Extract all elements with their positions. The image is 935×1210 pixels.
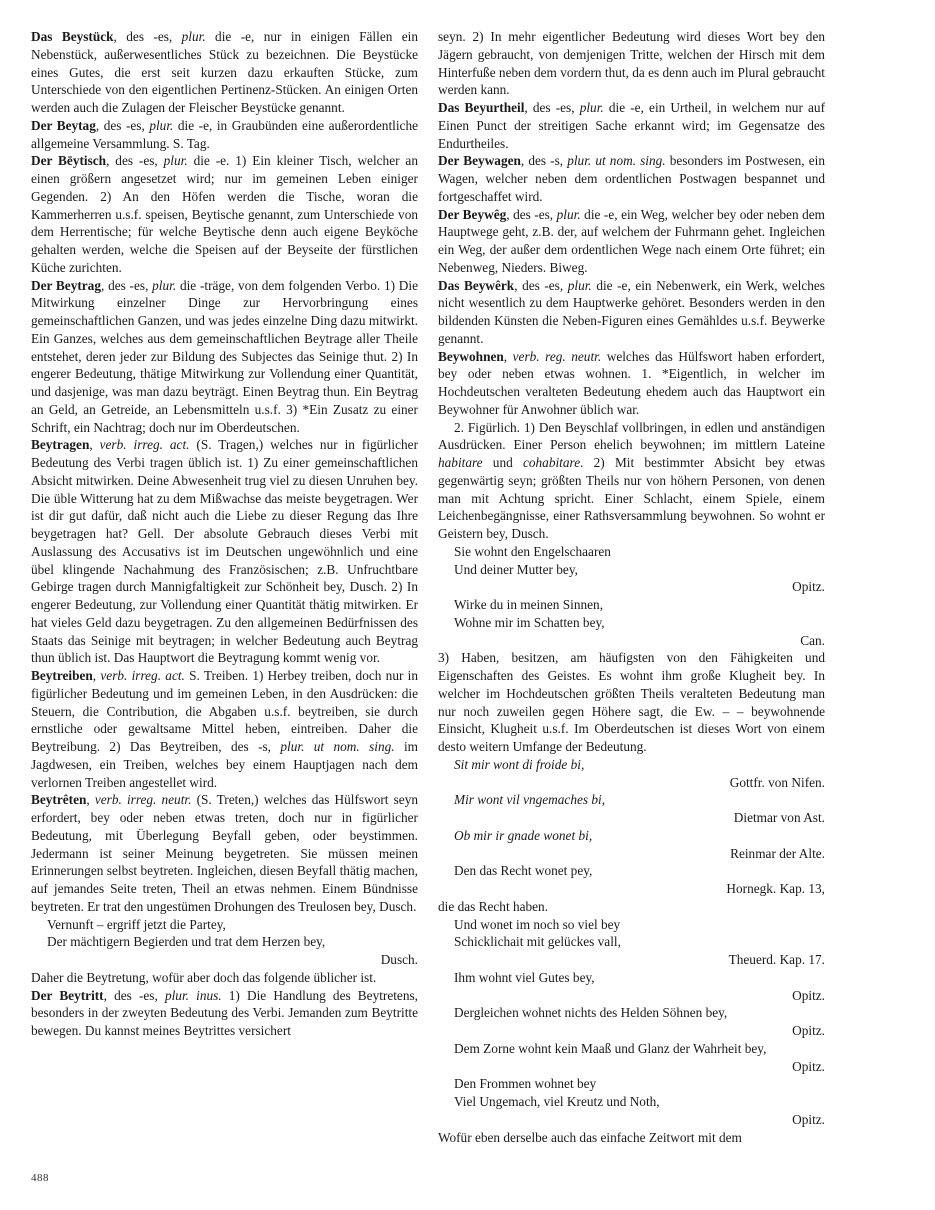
entry-beytritt-continued: seyn. 2) In mehr eigentlicher Bedeutung wird dieses Wort bey den Jägern gebraucht, von demjenigen Tritte, welchen der Hirsch mit dem Hinterfuße neben dem vordern thut, da es denn auch im Plural gebraucht werden kann. — [438, 29, 825, 98]
quote-theuerd — [438, 916, 825, 969]
entry-beytisch: Der Bēytisch, des -es, plur. die -e. 1) Ein kleiner Tisch, welcher an einen größern angesetzet wird; nur im gemeinen Leben einiger Gegenden. 2) An den Höfen werden die Tische, woran die Kammerherren u.s.f. speisen, Beytische genannt, zum Unterschiede von dem Herrentische; für welche Beytische denn auch eigene Beyköche gehalten werden, welche die Speisen auf der Beyseite der fürstlichen Küche zurichten. — [31, 153, 418, 275]
quote-nifen — [438, 756, 825, 792]
headword: Der Beywagen — [438, 153, 521, 169]
final-line: Wofür eben derselbe auch das einfache Zeitwort mit dem — [438, 1129, 742, 1145]
quote-author: Dusch. — [380, 952, 418, 967]
page-number: 488 — [31, 1172, 49, 1184]
headword: Der Beytrag — [31, 277, 101, 293]
quote-author: Reinmar der Alte. — [730, 845, 825, 861]
verse-line: Und deiner Mutter bey, — [454, 561, 578, 577]
verse-line: Den das Recht wonet pey, — [454, 863, 593, 879]
quote-note: die das Recht haben. — [438, 898, 549, 914]
entry-beytag: Der Beytag, des -es, plur. die -e, in Graubünden eine außerordentliche allgemeine Versammlung. S. Tag. — [31, 117, 418, 151]
quote-can — [438, 596, 825, 649]
quote-dusch — [31, 916, 418, 969]
entry-beywohnen: Beywohnen, verb. reg. neutr. welches das Hülfswort haben erfordert, bey oder neben etwas wohnen. 1. *Eigentlich, in welcher im Hochdeutschen veralteten Bedeutung ehedem auch das Hauptwort ein Beywohner für Anwohner üblich war. — [438, 348, 825, 417]
verse-line: Viel Ungemach, viel Kreutz und Noth, — [454, 1094, 660, 1109]
verse-line: Sit mir wont di froide bi, — [454, 756, 585, 772]
quote-author: Dietmar von Ast. — [733, 810, 825, 825]
entry-beystueck: Das Beystück, des -es, plur. die -e, nur in einigen Fällen ein Nebenstück, außerwesentliches Stück zu bezeichnen. Die Beystücke eines Gutes, die erst seit kurzen dazu erkauften Stücke, zum Unterschiede von den eigentlichen Pertinenz-Stücken. An einigen Orten werden auch die Zulagen der Fleischer Beystücke genannt. — [31, 29, 419, 115]
verse-line: Dem Zorne wohnt kein Maaß und Glanz der Wahrheit bey, — [454, 1040, 767, 1056]
verse-line: Vernunft – ergriff jetzt die Partey, — [47, 916, 226, 932]
headword: Der Bēytisch — [31, 153, 107, 169]
quote-opitz — [438, 543, 825, 596]
headword: Beywohnen — [438, 348, 504, 364]
verse-line: Und wonet im noch so viel bey — [454, 916, 621, 932]
entry-beytragen: Beytragen, verb. irreg. act. (S. Tragen,) welches nur in figürlicher Bedeutung des Verbi tragen üblich ist. 1) Zu einer gemeinschaftlichen Absicht mitwirken. Deine Abwesenheit trug viel zu diesen Unruhen bey. Die üble Witterung hat zu dem Mißwachse das meiste beygetragen. Wer ist dir gut dafür, daß nicht auch die Liebe zu dieser Regung das Ihre beygetragen hat? Gell. Der absolute Gebrauch dieses Verbi mit Auslassung des Accusativs ist im Deutschen ungewöhnlich und eine übel klingende Nachahmung des Französischen; z.B. Unfruchtbare Gebirge tragen durch Mannigfaltigkeit zur Schönheit bey, Dusch. 2) In engerer Bedeutung, zur Vollendung einer Quantität thätig mitwirken. Er hat vieles Geld dazu beygetragen. Zu den allgemeinen Bedürfnissen des Staats das Seinige mit beytragen; in welcher Bedeutung auch Beytrag thun üblich ist. Das Hauptwort die Beytragung kommt wenig vor. — [31, 437, 419, 666]
entry-beyurtheil: Das Beyurtheil, des -es, plur. die -e, ein Urtheil, in welchem nur auf Einen Punct der streitigen Sache erkannt wird; im Gegensatze des Endurtheiles. — [438, 100, 825, 151]
entry-beywerk: Das Beywêrk, des -es, plur. die -e, ein Nebenwerk, ein Werk, welches nicht wesentlich zu dem Hauptwerke gehöret. Besonders werden in den bildenden Künsten die Neben-Figuren eines Gemähldes u.s.f. Beywerke genannt. — [438, 277, 825, 346]
quote-dietmar — [438, 791, 825, 827]
entry-beywagen: Der Beywagen, des -s, plur. ut nom. sing. besonders im Postwesen, ein Wagen, welcher neben dem ordentlichen Postwagen bespannet und fortgeschaffet wird. — [438, 153, 825, 204]
headword: Das Beystück — [31, 29, 114, 44]
quote-author: Opitz. — [792, 987, 825, 1003]
quote-author: Opitz. — [792, 1111, 825, 1127]
headword: Beytrêten — [31, 792, 87, 808]
verse-line: Ob mir ir gnade wonet bi, — [454, 827, 593, 843]
verse-line: Dergleichen wohnet nichts des Helden Söhnen bey, — [454, 1005, 728, 1021]
verse-line: Wohne mir im Schatten bey, — [454, 614, 605, 630]
quote-author: Can. — [800, 632, 825, 648]
headword: Das Beywêrk — [438, 277, 515, 293]
verse-line: Schicklichait mit gelückes vall, — [454, 934, 621, 950]
headword: Das Beyurtheil — [438, 100, 525, 115]
entry-beywohnen-haben: 3) Haben, besitzen, am häufigsten von den Fähigkeiten und Eigenschaften des Geistes. Es wohnt ihm große Klugheit bey. In welcher im Hochdeutschen größten Theils veralteten Bedeutung man nur noch zuweilen gegen Höhere sagt, die Ew. – – beywohnende Einsicht, Klugheit u.s.f. Im Oberdeutschen ist dieses Wort von einem desto weitern Umfange der Bedeutung. — [438, 650, 825, 754]
entry-beyweg: Der Beywêg, des -es, plur. die -e, ein Weg, welcher bey oder neben dem Hauptwege geht, z.B. der, auf welchem der Fuhrmann gehet. Ingleichen ein Weg, der außer dem ordentlichen Wege nach einem Orte führet; ein Nebenweg, Nieders. Biweg. — [438, 206, 825, 275]
quote-opitz-4 — [438, 1040, 825, 1076]
headword: Beytreiben — [31, 668, 93, 683]
quote-author: Opitz. — [792, 579, 825, 595]
quote-author: Hornegk. Kap. 13, — [726, 881, 825, 896]
headword: Der Beytritt — [31, 987, 104, 1003]
verse-line: Sie wohnt den Engelschaaren — [454, 543, 611, 559]
verse-line: Den Frommen wohnet bey — [454, 1076, 597, 1092]
verse-line: Wirke du in meinen Sinnen, — [454, 597, 604, 612]
verse-line: Mir wont vil vngemaches bi, — [454, 792, 606, 808]
beytretung-note: Daher die Beytretung, wofür aber doch das folgende üblicher ist. — [31, 969, 377, 985]
entry-beytrag: Der Beytrag, des -es, plur. die -träge, von dem folgenden Verbo. 1) Die Mitwirkung einzelner Dinge zur Hervorbringung eines gemeinschaftlichen Ganzen, und was jedes einzelne Ding dazu mitwirkt. Ein Ganzes, welches aus dem gemeinschaftlichen Beytrage aller Theile entstehet, deren jeder zur Bildung des Subjectes das Seinige thut. 2) In engerer Bedeutung, thätige Mitwirkung zur Vollendung einer Quantität, und dasjenige, was man dazu beyträgt. Einen Beytrag thun. Ein Beytrag an Geld, an Getreide, an Lebensmitteln u.s.f. 3) *Ein Zusatz zu einer Schrift, ein Nachtrag; doch nur im Oberdeutschen. — [31, 277, 418, 435]
right-column — [438, 28, 825, 1146]
quote-author: Opitz. — [792, 1058, 825, 1074]
entry-beytreten: Beytrêten, verb. irreg. neutr. (S. Treten,) welches das Hülfswort seyn erfordert, bey oder neben etwas treten, doch nur in figürlicher Bedeutung, mit Überlegung Beyfall geben, oder beystimmen. Jedermann ist seiner Meinung beygetreten. Sie müssen meinen Erinnerungen selbst beytreten. Ingleichen, diesen Beyfall thätig machen, auf jemandes Seite treten, Theil an etwas nehmen. Einem Bündnisse beytreten. Er trat den ungestümen Drohungen des Treulosen bey, Dusch. — [31, 792, 418, 914]
quote-opitz-3 — [438, 1004, 825, 1040]
headword: Der Beytag — [31, 117, 96, 133]
quote-author: Gottfr. von Nifen. — [729, 774, 825, 790]
quote-opitz-5 — [438, 1075, 825, 1128]
quote-author: Theuerd. Kap. 17. — [728, 952, 825, 967]
entry-beywohnen-figurative: 2. Figürlich. 1) Den Beyschlaf vollbringen, in edlen und anständigen Ausdrücken. Einer Person ehelich beywohnen; im mittlern Lateine habitare und cohabitare. 2) Mit bestimmter Absicht bey etwas gegenwärtig seyn; größten Theils nur von höhern Personen, von denen man mit Achtung spricht. Einer Schlacht, einem Spiele, einem Leichenbegängnisse, einer Rathsversammlung beywohnen. So wohnt er Geistern bey, Dusch. — [438, 419, 825, 541]
headword: Der Beywêg — [438, 206, 507, 222]
quote-hornegk — [438, 862, 825, 915]
verse-line: Ihm wohnt viel Gutes bey, — [454, 969, 595, 985]
left-column — [31, 28, 418, 1040]
quote-author: Opitz. — [792, 1023, 825, 1038]
verse-line: Der mächtigern Begierden und trat dem Herzen bey, — [47, 934, 326, 950]
quote-reinmar — [438, 827, 825, 863]
entry-beytritt: Der Beytritt, des -es, plur. inus. 1) Die Handlung des Beytretens, besonders in der zweyten Bedeutung des Verbi. Jemanden zum Beytritte bewegen. Du kannst meines Beytrittes versichert — [31, 987, 418, 1038]
headword: Beytragen — [31, 437, 90, 453]
entry-beytreiben: Beytreiben, verb. irreg. act. S. Treiben. 1) Herbey treiben, doch nur in figürlicher Bedeutung und im gemeinen Leben, in den Ausdrücken: die Steuern, die Contribution, die Abgaben u.s.f. beytreiben, sie durch ernstliche oder gewaltsame Mittel heben, eintreiben. Daher die Beytreibung. 2) Das Beytreiben, des -s, plur. ut nom. sing. im Jagdwesen, ein Treiben, welches bey einem Hauptjagen nach dem verlornen Treiben angestellet wird. — [31, 668, 418, 790]
quote-opitz-2 — [438, 969, 825, 1005]
